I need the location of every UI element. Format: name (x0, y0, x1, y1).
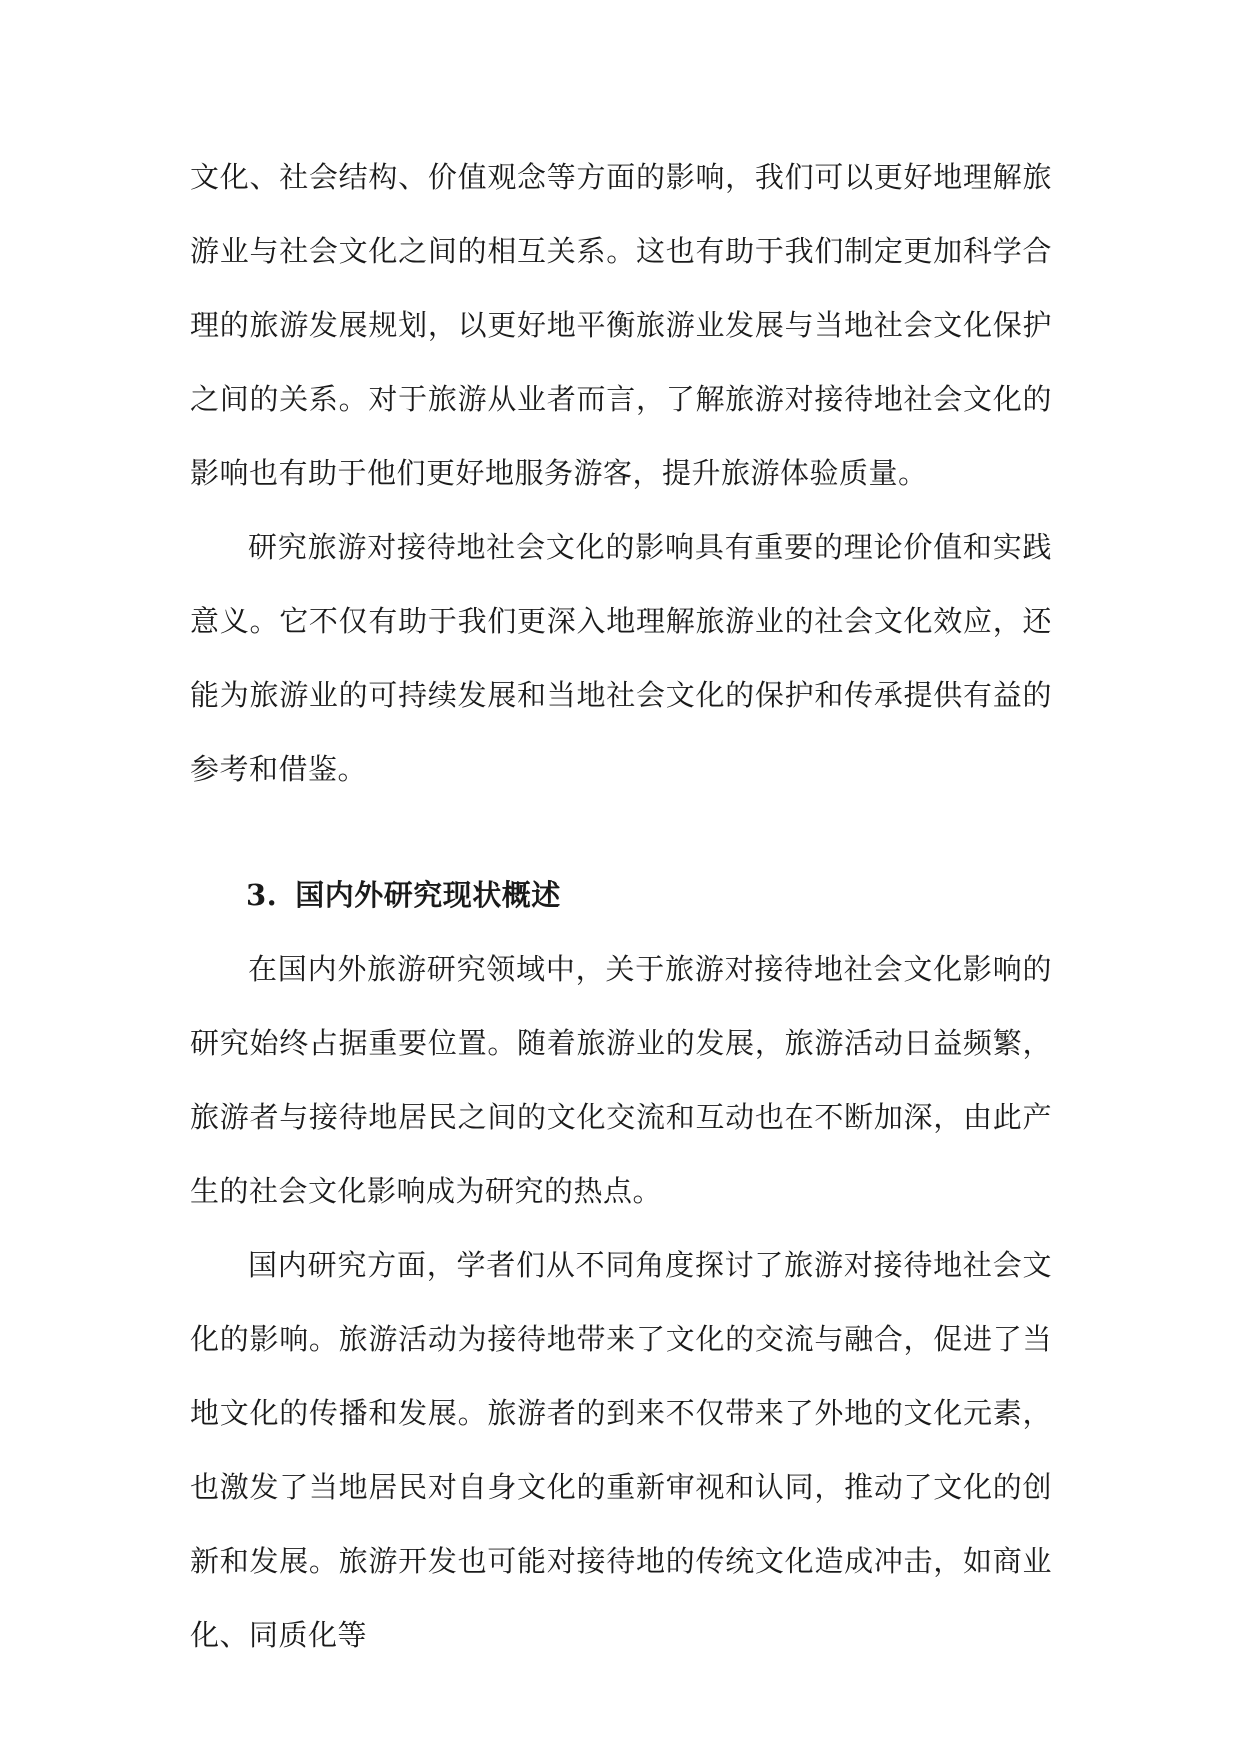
paragraph-overview: 在国内外旅游研究领域中，关于旅游对接待地社会文化影响的研究始终占据重要位置。随着旅游业的发展，旅游活动日益频繁，旅游者与接待地居民之间的文化交流和互动也在不断加深，由此产生的社会文化影响成为研究的热点。 (190, 952, 1052, 1208)
paragraph-continued: 文化、社会结构、价值观念等方面的影响，我们可以更好地理解旅游业与社会文化之间的相互关系。这也有助于我们制定更加科学合理的旅游发展规划，以更好地平衡旅游业发展与当地社会文化保护之间的关系。对于旅游从业者而言，了解旅游对接待地社会文化的影响也有助于他们更好地服务游客，提升旅游体验质量。 (190, 160, 1052, 490)
paragraph-significance: 研究旅游对接待地社会文化的影响具有重要的理论价值和实践意义。它不仅有助于我们更深入地理解旅游业的社会文化效应，还能为旅游业的可持续发展和当地社会文化的保护和传承提供有益的参考和借鉴。 (190, 530, 1052, 786)
section-title: 国内外研究现状概述 (295, 878, 561, 912)
section-number: 3. (246, 878, 278, 912)
document-body (190, 140, 1052, 1672)
paragraph-domestic-research: 国内研究方面，学者们从不同角度探讨了旅游对接待地社会文化的影响。旅游活动为接待地带来了文化的交流与融合，促进了当地文化的传播和发展。旅游者的到来不仅带来了外地的文化元素，也激发了当地居民对自身文化的重新审视和认同，推动了文化的创新和发展。旅游开发也可能对接待地的传统文化造成冲击，如商业化、同质化等 (190, 1248, 1052, 1652)
section-heading (190, 858, 1052, 932)
